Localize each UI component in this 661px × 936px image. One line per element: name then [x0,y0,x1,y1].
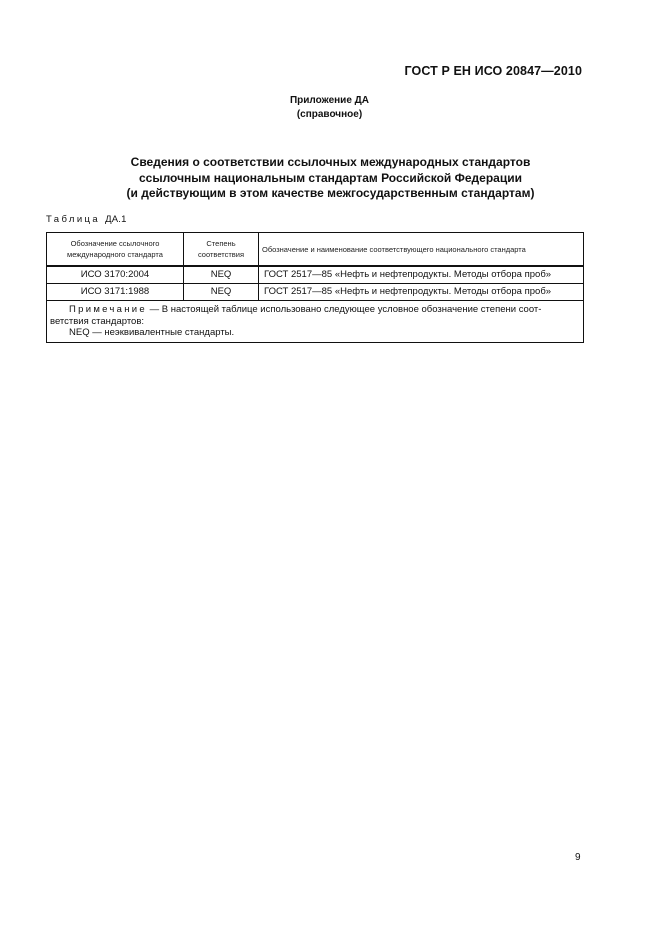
cell-intl-standard: ИСО 3170:2004 [47,266,184,284]
appendix-label [0,94,661,122]
section-heading [0,155,661,202]
table-note-row [47,301,584,343]
column-header-intl-standard [47,233,184,267]
cell-national-standard: ГОСТ 2517—85 «Нефть и нефтепродукты. Методы отбора проб» [259,266,584,284]
table-note [47,301,584,343]
cell-degree: NEQ [184,266,259,284]
column-header-degree [184,233,259,267]
column-header-line: международного стандарта [67,250,163,259]
cell-national-standard: ГОСТ 2517—85 «Нефть и нефтепродукты. Методы отбора проб» [259,284,584,301]
table-header-row [47,233,584,267]
column-header-line: Степень [206,239,236,248]
page-number: 9 [575,852,581,863]
table-caption-word: Таблица [46,214,101,225]
column-header-line: Обозначение и наименование соответствующего национального стандарта [262,244,526,254]
correspondence-table [46,232,584,343]
note-text-1: — В настоящей таблице использовано следующее условное обозначение степени соот- [147,304,542,315]
cell-degree: NEQ [184,284,259,301]
column-header-line: соответствия [197,250,245,259]
document-id: ГОСТ Р ЕН ИСО 20847—2010 [404,64,582,78]
column-header-line: Обозначение ссылочного [70,239,160,248]
heading-line-2: ссылочным национальным стандартам Российской Федерации [139,170,522,185]
cell-intl-standard: ИСО 3171:1988 [47,284,184,301]
note-line-1 [50,304,580,316]
note-legend: NEQ — неэквивалентные стандарты. [69,327,235,338]
note-label: Примечание [69,304,147,315]
column-header-national-standard [259,233,584,267]
appendix-title: Приложение ДА [289,95,370,106]
heading-line-3: (и действующим в этом качестве межгосударственным стандартам) [126,186,535,200]
table-caption [46,214,127,225]
note-line-2: ветствия стандартов: [50,315,145,327]
table-row [47,284,584,301]
heading-line-1: Сведения о соответствии ссылочных международных стандартов [130,155,531,169]
table-row [47,266,584,284]
table-caption-number: ДА.1 [105,214,127,225]
appendix-subtitle: (справочное) [296,109,363,120]
